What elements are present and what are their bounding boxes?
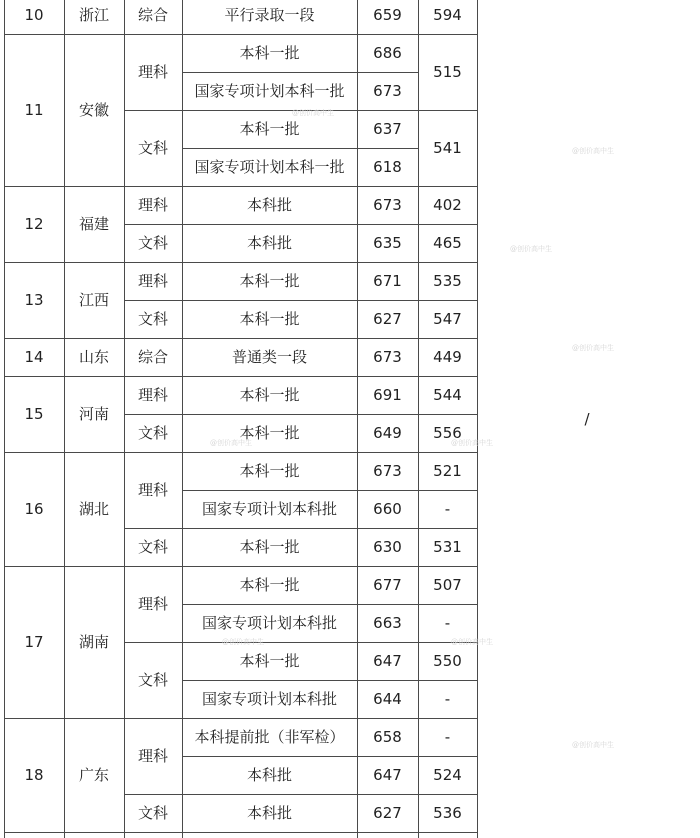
score-value: 536 <box>433 803 462 822</box>
row-border <box>182 794 419 795</box>
subject-type: 理科 <box>137 746 168 765</box>
row-border <box>182 680 419 681</box>
batch-name: 本科一批 <box>239 119 300 138</box>
province-name: 广东 <box>78 765 109 784</box>
column-border <box>64 0 65 838</box>
subject-type: 文科 <box>137 670 168 689</box>
row-border <box>418 262 478 263</box>
province-name: 湖北 <box>78 499 109 518</box>
column-border <box>357 0 358 838</box>
province-name: 江西 <box>78 290 109 309</box>
subject-type: 理科 <box>137 62 168 81</box>
row-border <box>418 224 478 225</box>
score-value: 673 <box>373 81 402 100</box>
row-border <box>182 490 419 491</box>
score-value: 658 <box>373 727 402 746</box>
batch-name: 本科一批 <box>239 309 300 328</box>
score-value: 630 <box>373 537 402 556</box>
row-border <box>182 148 419 149</box>
score-value: - <box>444 613 451 632</box>
province-name: 湖南 <box>78 632 109 651</box>
score-value: 521 <box>433 461 462 480</box>
batch-name: 本科一批 <box>239 537 300 556</box>
score-value: 618 <box>373 157 402 176</box>
row-border <box>182 642 419 643</box>
score-value: 627 <box>373 803 402 822</box>
batch-name: 本科批 <box>246 803 292 822</box>
subject-type: 综合 <box>137 347 168 366</box>
score-value: 673 <box>373 195 402 214</box>
row-number: 13 <box>24 290 44 309</box>
batch-name: 本科批 <box>246 765 292 784</box>
score-value: 686 <box>373 43 402 62</box>
merged-score: 515 <box>433 62 462 81</box>
province-name: 安徽 <box>78 100 109 119</box>
column-border <box>182 0 183 838</box>
row-border <box>182 756 419 757</box>
watermark-text: @创价高中生 <box>572 344 614 352</box>
row-border <box>182 186 419 187</box>
row-number: 15 <box>24 404 44 423</box>
row-border <box>182 72 419 73</box>
row-border <box>418 604 478 605</box>
score-value: 627 <box>373 309 402 328</box>
score-value: 671 <box>373 271 402 290</box>
batch-name: 本科一批 <box>239 461 300 480</box>
batch-name: 国家专项计划本科批 <box>201 499 337 518</box>
batch-name: 国家专项计划本科批 <box>201 613 337 632</box>
row-border <box>182 718 419 719</box>
row-number: 12 <box>24 214 44 233</box>
batch-name: 本科一批 <box>239 423 300 442</box>
score-value: - <box>444 689 451 708</box>
score-value: 535 <box>433 271 462 290</box>
score-value: 402 <box>433 195 462 214</box>
score-value: 531 <box>433 537 462 556</box>
row-border <box>4 832 478 833</box>
subject-type: 理科 <box>137 594 168 613</box>
watermark-text: @创价高中生 <box>451 439 493 447</box>
score-value: - <box>444 727 451 746</box>
score-value: 673 <box>373 347 402 366</box>
score-value: 677 <box>373 575 402 594</box>
row-number: 16 <box>24 499 44 518</box>
row-border <box>182 566 419 567</box>
score-value: 660 <box>373 499 402 518</box>
score-value: 647 <box>373 765 402 784</box>
batch-name: 本科一批 <box>239 43 300 62</box>
batch-name: 国家专项计划本科一批 <box>194 81 345 100</box>
subject-type: 文科 <box>137 423 168 442</box>
batch-name: 国家专项计划本科一批 <box>194 157 345 176</box>
row-border <box>418 718 478 719</box>
row-number: 14 <box>24 347 44 366</box>
column-border <box>477 0 478 838</box>
watermark-text: @创价高中生 <box>572 741 614 749</box>
watermark-text: @创价高中生 <box>451 638 493 646</box>
column-border <box>418 0 419 838</box>
subject-type: 文科 <box>137 537 168 556</box>
batch-name: 国家专项计划本科批 <box>201 689 337 708</box>
row-border <box>418 452 478 453</box>
score-value: 691 <box>373 385 402 404</box>
score-value: 663 <box>373 613 402 632</box>
row-border <box>182 224 419 225</box>
row-border <box>418 338 478 339</box>
row-border <box>418 300 478 301</box>
score-value: 594 <box>433 5 462 24</box>
row-number: 18 <box>24 765 44 784</box>
batch-name: 本科一批 <box>239 575 300 594</box>
subject-type: 理科 <box>137 480 168 499</box>
province-name: 山东 <box>78 347 109 366</box>
subject-type: 理科 <box>137 271 168 290</box>
score-value: 449 <box>433 347 462 366</box>
row-border <box>182 338 419 339</box>
row-border <box>182 452 419 453</box>
row-border <box>182 604 419 605</box>
watermark-text: @创价高中生 <box>510 245 552 253</box>
score-value: - <box>444 499 451 518</box>
subject-type: 文科 <box>137 803 168 822</box>
row-border <box>182 262 419 263</box>
batch-name: 平行录取一段 <box>224 5 315 24</box>
row-border <box>418 376 478 377</box>
watermark-text: @创价高中生 <box>210 439 252 447</box>
score-value: 547 <box>433 309 462 328</box>
score-value: 637 <box>373 119 402 138</box>
subject-type: 文科 <box>137 309 168 328</box>
batch-name: 本科提前批（非军检） <box>194 727 345 746</box>
province-name: 福建 <box>78 214 109 233</box>
row-border <box>418 794 478 795</box>
row-border <box>418 680 478 681</box>
score-value: 507 <box>433 575 462 594</box>
watermark-text: @创价高中生 <box>292 109 334 117</box>
score-value: 659 <box>373 5 402 24</box>
row-border <box>182 34 419 35</box>
column-border <box>124 0 125 838</box>
subject-type: 文科 <box>137 138 168 157</box>
row-border <box>418 414 478 415</box>
row-border <box>418 566 478 567</box>
row-border <box>418 528 478 529</box>
row-border <box>182 300 419 301</box>
row-border <box>418 490 478 491</box>
row-border <box>182 414 419 415</box>
batch-name: 本科一批 <box>239 271 300 290</box>
subject-type: 文科 <box>137 233 168 252</box>
row-border <box>418 186 478 187</box>
subject-type: 理科 <box>137 385 168 404</box>
watermark-text: @创价高中生 <box>222 638 264 646</box>
batch-name: 本科一批 <box>239 385 300 404</box>
row-border <box>418 756 478 757</box>
watermark-text: @创价高中生 <box>572 147 614 155</box>
score-value: 544 <box>433 385 462 404</box>
subject-type: 综合 <box>137 5 168 24</box>
merged-score: 541 <box>433 138 462 157</box>
score-value: 524 <box>433 765 462 784</box>
score-value: 647 <box>373 651 402 670</box>
batch-name: 本科批 <box>246 233 292 252</box>
score-value: 649 <box>373 423 402 442</box>
score-value: 673 <box>373 461 402 480</box>
subject-type: 理科 <box>137 195 168 214</box>
score-value: 550 <box>433 651 462 670</box>
row-number: 10 <box>24 5 44 24</box>
remark-cell: / <box>584 409 590 428</box>
row-number: 11 <box>24 100 44 119</box>
batch-name: 本科一批 <box>239 651 300 670</box>
row-border <box>182 528 419 529</box>
province-name: 河南 <box>78 404 109 423</box>
score-value: 644 <box>373 689 402 708</box>
province-name: 浙江 <box>78 5 109 24</box>
batch-name: 本科批 <box>246 195 292 214</box>
score-value: 635 <box>373 233 402 252</box>
row-number: 17 <box>24 632 44 651</box>
score-value: 556 <box>433 423 462 442</box>
score-value: 465 <box>433 233 462 252</box>
batch-name: 普通类一段 <box>231 347 307 366</box>
column-border <box>4 0 5 838</box>
row-border <box>182 376 419 377</box>
